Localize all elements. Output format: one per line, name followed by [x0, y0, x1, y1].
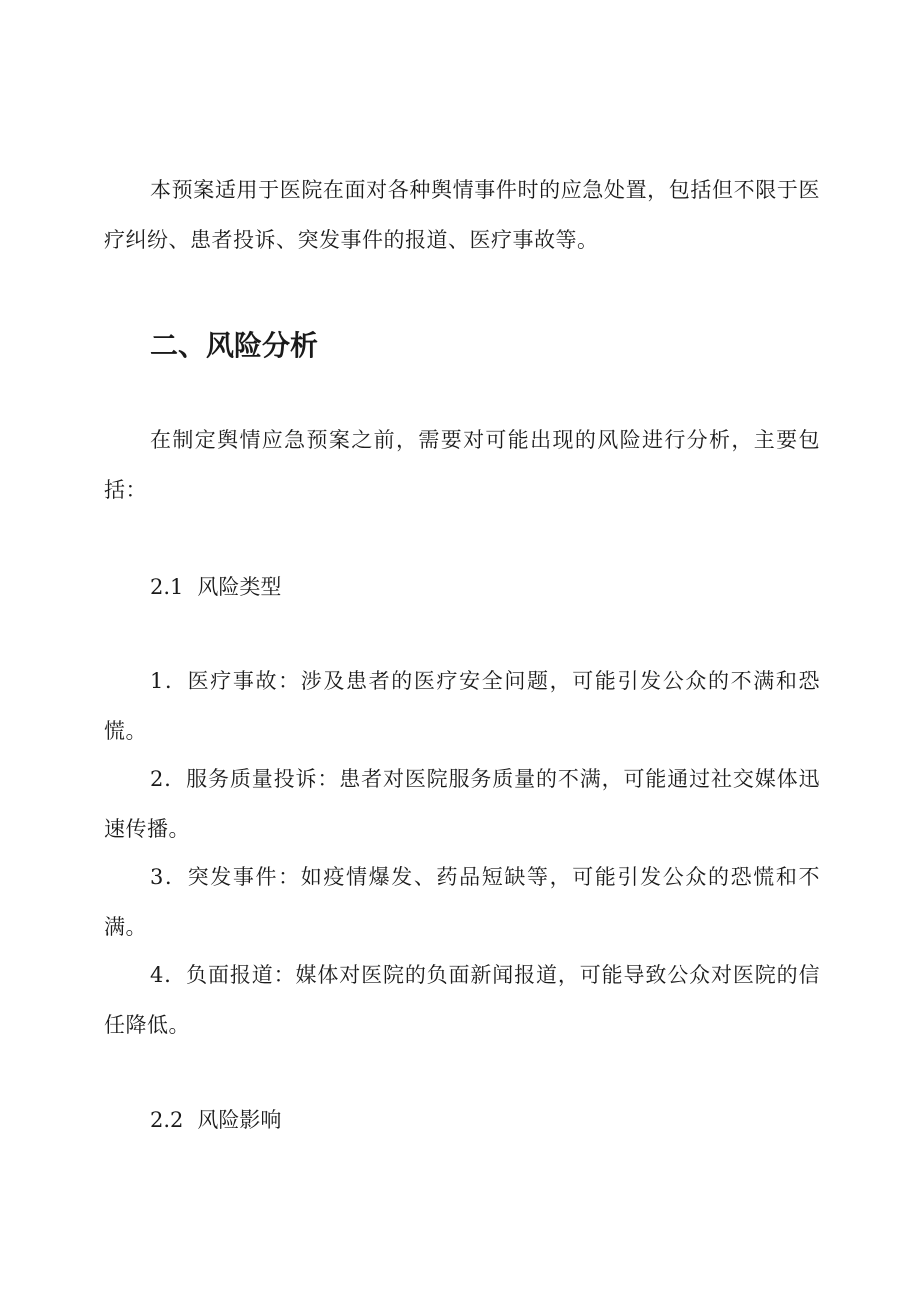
subsection-heading-risk-impact	[150, 1104, 281, 1136]
risk-item-negative-report: 4．负面报道：媒体对医院的负面新闻报道，可能导致公众对医院的信任降低。	[104, 963, 820, 1037]
subsection-heading-risk-types	[150, 571, 281, 603]
subsection-title: 风险影响	[197, 1108, 282, 1132]
section-heading-risk-analysis: 二、风险分析	[150, 329, 319, 362]
risk-item-service-complaint: 2．服务质量投诉：患者对医院服务质量的不满，可能通过社交媒体迅速传播。	[104, 767, 820, 841]
risk-item-emergency-event: 3．突发事件：如疫情爆发、药品短缺等，可能引发公众的恐慌和不满。	[104, 865, 820, 939]
risk-analysis-intro-paragraph: 在制定舆情应急预案之前，需要对可能出现的风险进行分析，主要包括：	[104, 428, 820, 502]
risk-item-medical-accident: 1．医疗事故：涉及患者的医疗安全问题，可能引发公众的不满和恐慌。	[104, 669, 820, 743]
subsection-number: 2.1	[150, 575, 184, 599]
subsection-number: 2.2	[150, 1108, 184, 1132]
subsection-title: 风险类型	[197, 575, 282, 599]
scope-paragraph: 本预案适用于医院在面对各种舆情事件时的应急处置，包括但不限于医疗纠纷、患者投诉、突发事件的报道、医疗事故等。	[104, 178, 820, 252]
